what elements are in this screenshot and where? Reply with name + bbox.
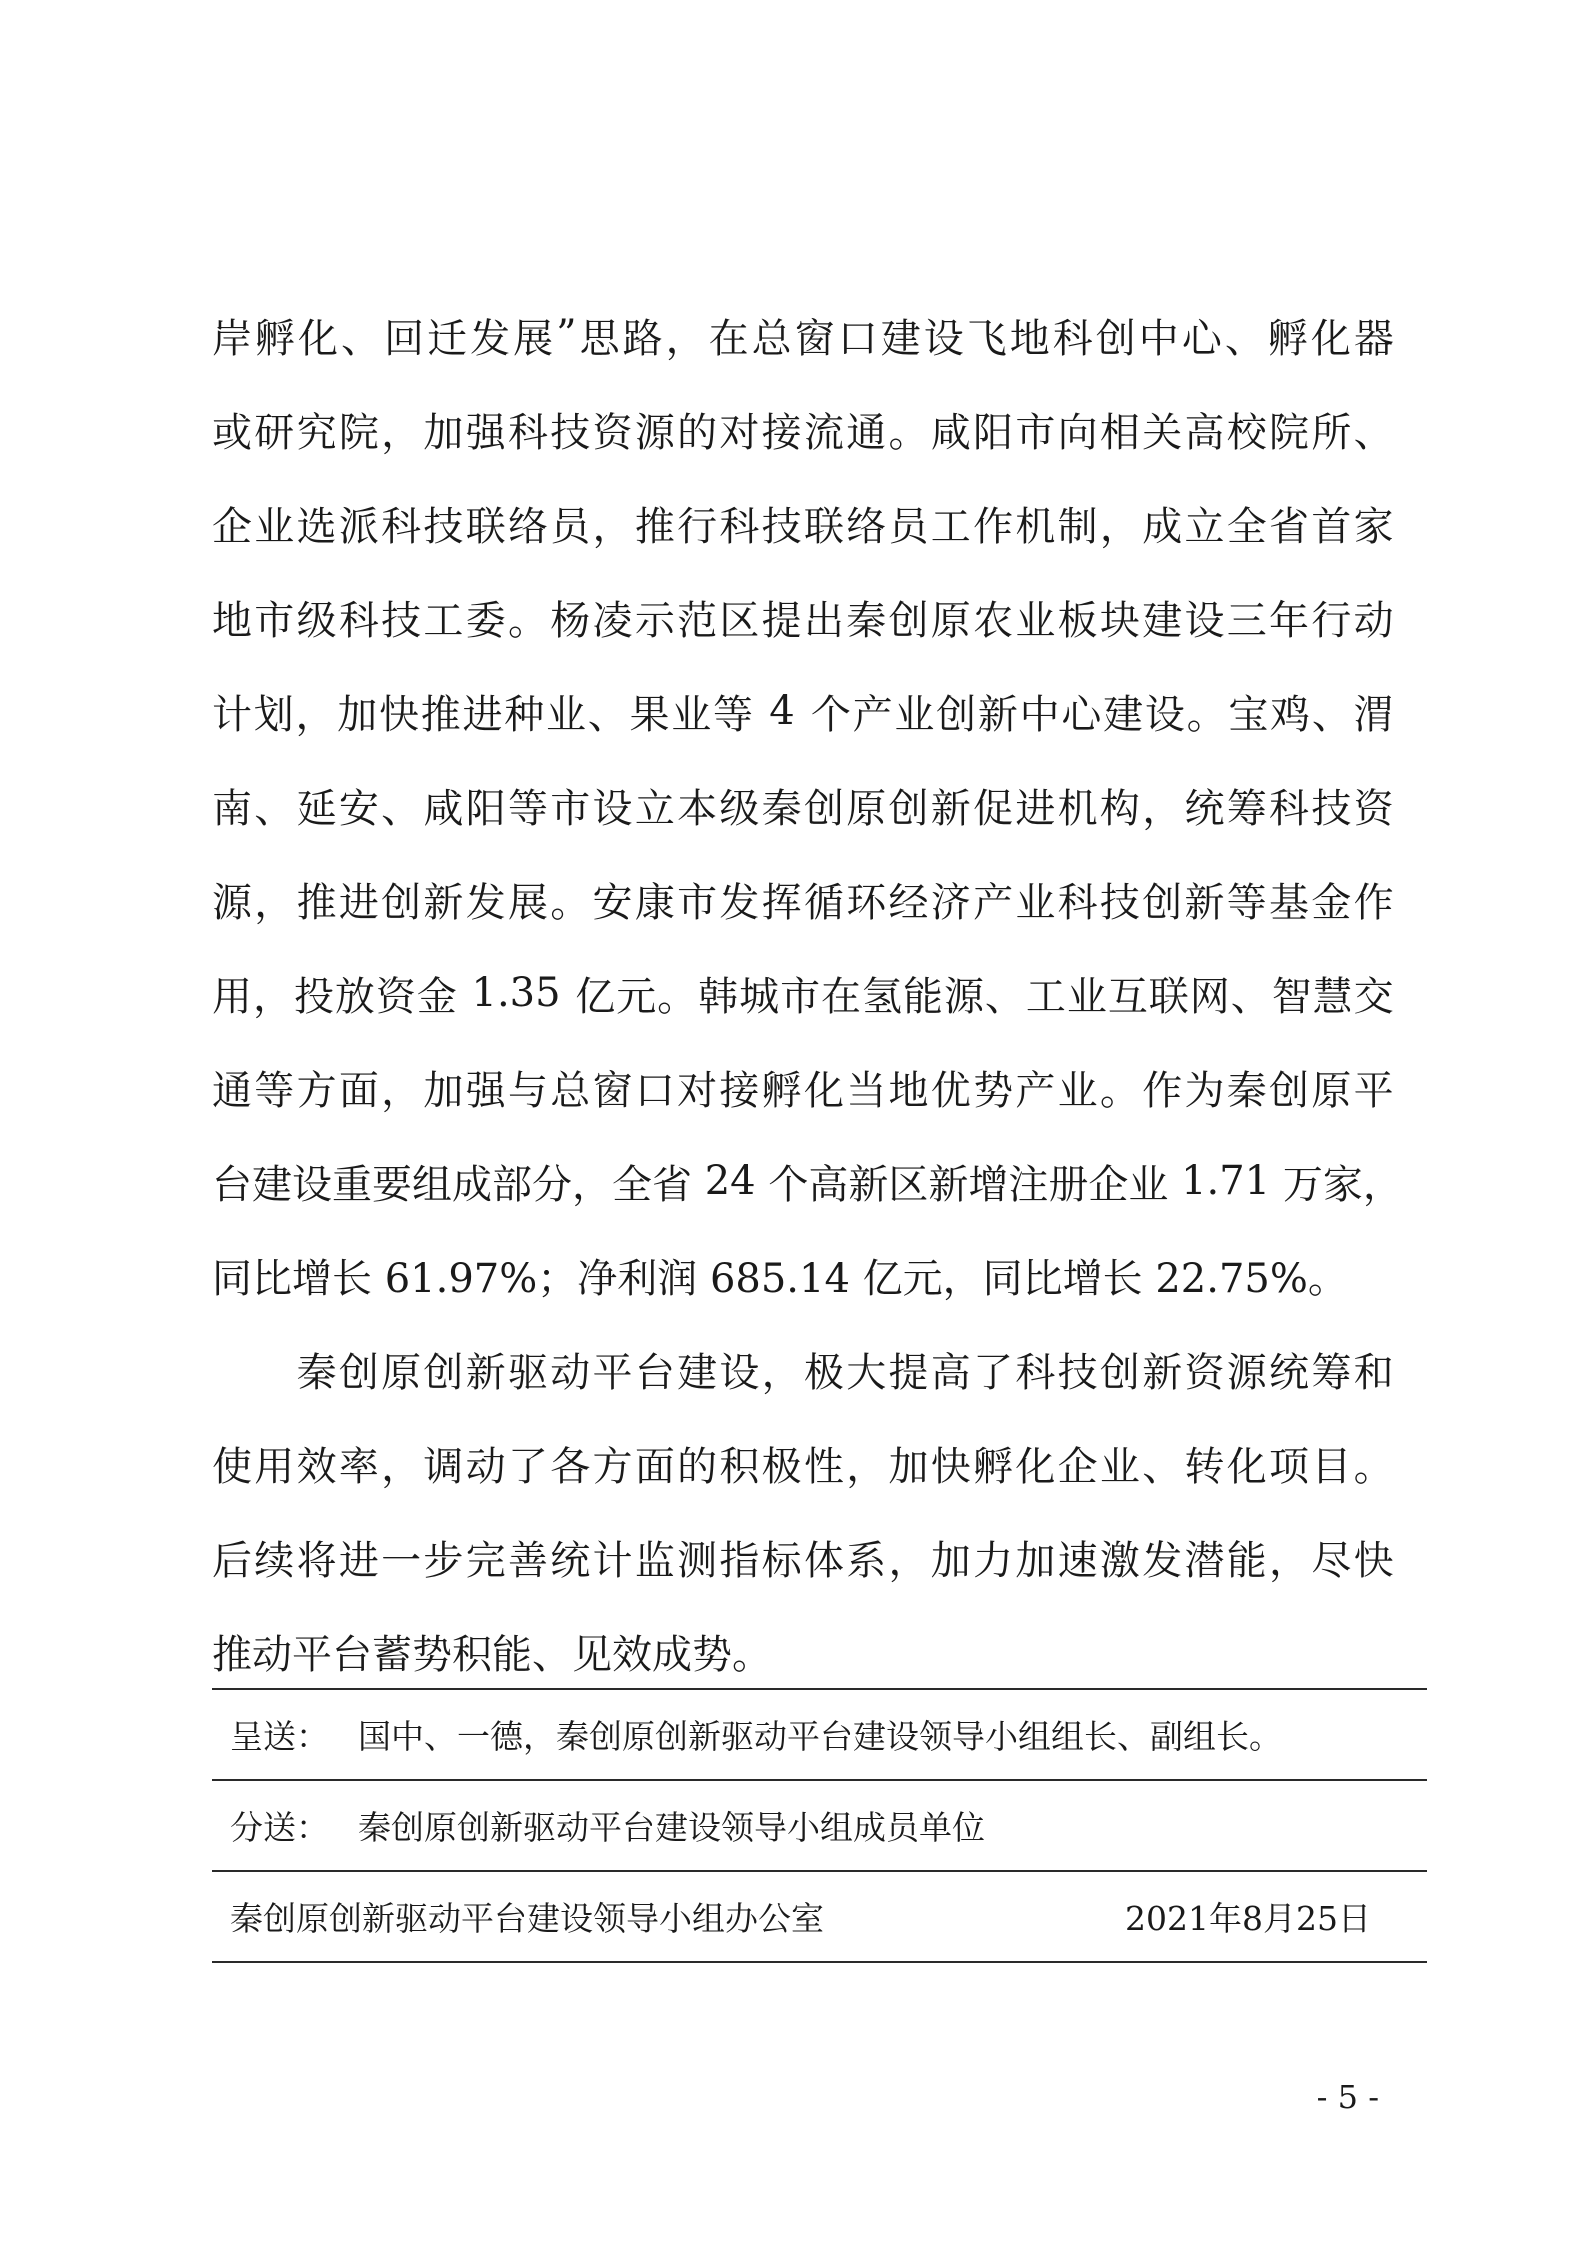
text-line: 或 研 究 院 ， 加 强 科 技 资 源 的 对 接 流 通 。 咸 阳 市 向 相 关 高 校 院 所 、 [212, 409, 1394, 456]
text-line: 秦 创 原 创 新 驱 动 平 台 建 设 ， 极 大 提 高 了 科 技 创 新 资 源 统 筹 和 [296, 1349, 1394, 1396]
page-number: - 5 - [1316, 2078, 1379, 2116]
office-row [212, 1872, 1427, 1961]
text-line: 源 ， 推 进 创 新 发 展 。 安 康 市 发 挥 循 环 经 济 产 业 科 技 创 新 等 基 金 作 [212, 879, 1394, 926]
text-line: 南 、 延 安 、 咸 阳 等 市 设 立 本 级 秦 创 原 创 新 促 进 机 构 ， 统 筹 科 技 资 [212, 785, 1394, 832]
footer-rule [212, 1961, 1427, 1963]
issuing-office: 秦创原创新驱动平台建设领导小组办公室 [230, 1899, 824, 1938]
text-line: 同比增长 61.97%；净利润 685.14 亿元，同比增长 22.75%。 [212, 1255, 1348, 1302]
dist-label: 分送： [230, 1808, 329, 1847]
issue-date: 2021年8月25日 [1125, 1899, 1371, 1938]
text-line: 使 用 效 率 ， 调 动 了 各 方 面 的 积 极 性 ， 加 快 孵 化 企 业 、 转 化 项 目 。 [212, 1443, 1394, 1490]
text-line: 地 市 级 科 技 工 委 。 杨 凌 示 范 区 提 出 秦 创 原 农 业 板 块 建 设 三 年 行 动 [212, 597, 1394, 644]
text-line: 通 等 方 面 ， 加 强 与 总 窗 口 对 接 孵 化 当 地 优 势 产 业 。 作 为 秦 创 原 平 [212, 1067, 1394, 1114]
text-line: 计 划 ， 加 快 推 进 种 业 、 果 业 等 4 个 产 业 创 新 中 心 建 设 。 宝 鸡 、 渭 [212, 688, 1394, 738]
text-line: 台 建 设 重 要 组 成 部 分 ， 全 省 24 个 高 新 区 新 增 注 册 企 业 1.71 万 家 ， [212, 1158, 1403, 1208]
text-line: 用 ， 投 放 资 金 1.35 亿 元 。 韩 城 市 在 氢 能 源 、 工 业 互 联 网 、 智 慧 交 [212, 970, 1394, 1020]
distribution-footer [212, 1688, 1427, 1963]
body-text [212, 288, 1403, 1698]
dist-value: 秦创原创新驱动平台建设领导小组成员单位 [358, 1808, 985, 1847]
cc-label: 呈送： [230, 1717, 329, 1756]
text-line: 企 业 选 派 科 技 联 络 员 ， 推 行 科 技 联 络 员 工 作 机 制 ， 成 立 全 省 首 家 [212, 503, 1394, 550]
text-line: 推动平台蓄势积能、见效成势。 [212, 1631, 772, 1678]
cc-row [212, 1690, 1427, 1779]
text-line: 岸 孵 化 、 回 迁 发 展 ” 思 路 ， 在 总 窗 口 建 设 飞 地 科 创 中 心 、 孵 化 器 [212, 312, 1394, 362]
dist-row [212, 1781, 1427, 1870]
cc-value: 国中、一德，秦创原创新驱动平台建设领导小组组长、副组长。 [358, 1717, 1282, 1756]
text-line: 后 续 将 进 一 步 完 善 统 计 监 测 指 标 体 系 ， 加 力 加 速 激 发 潜 能 ， 尽 快 [212, 1537, 1394, 1584]
